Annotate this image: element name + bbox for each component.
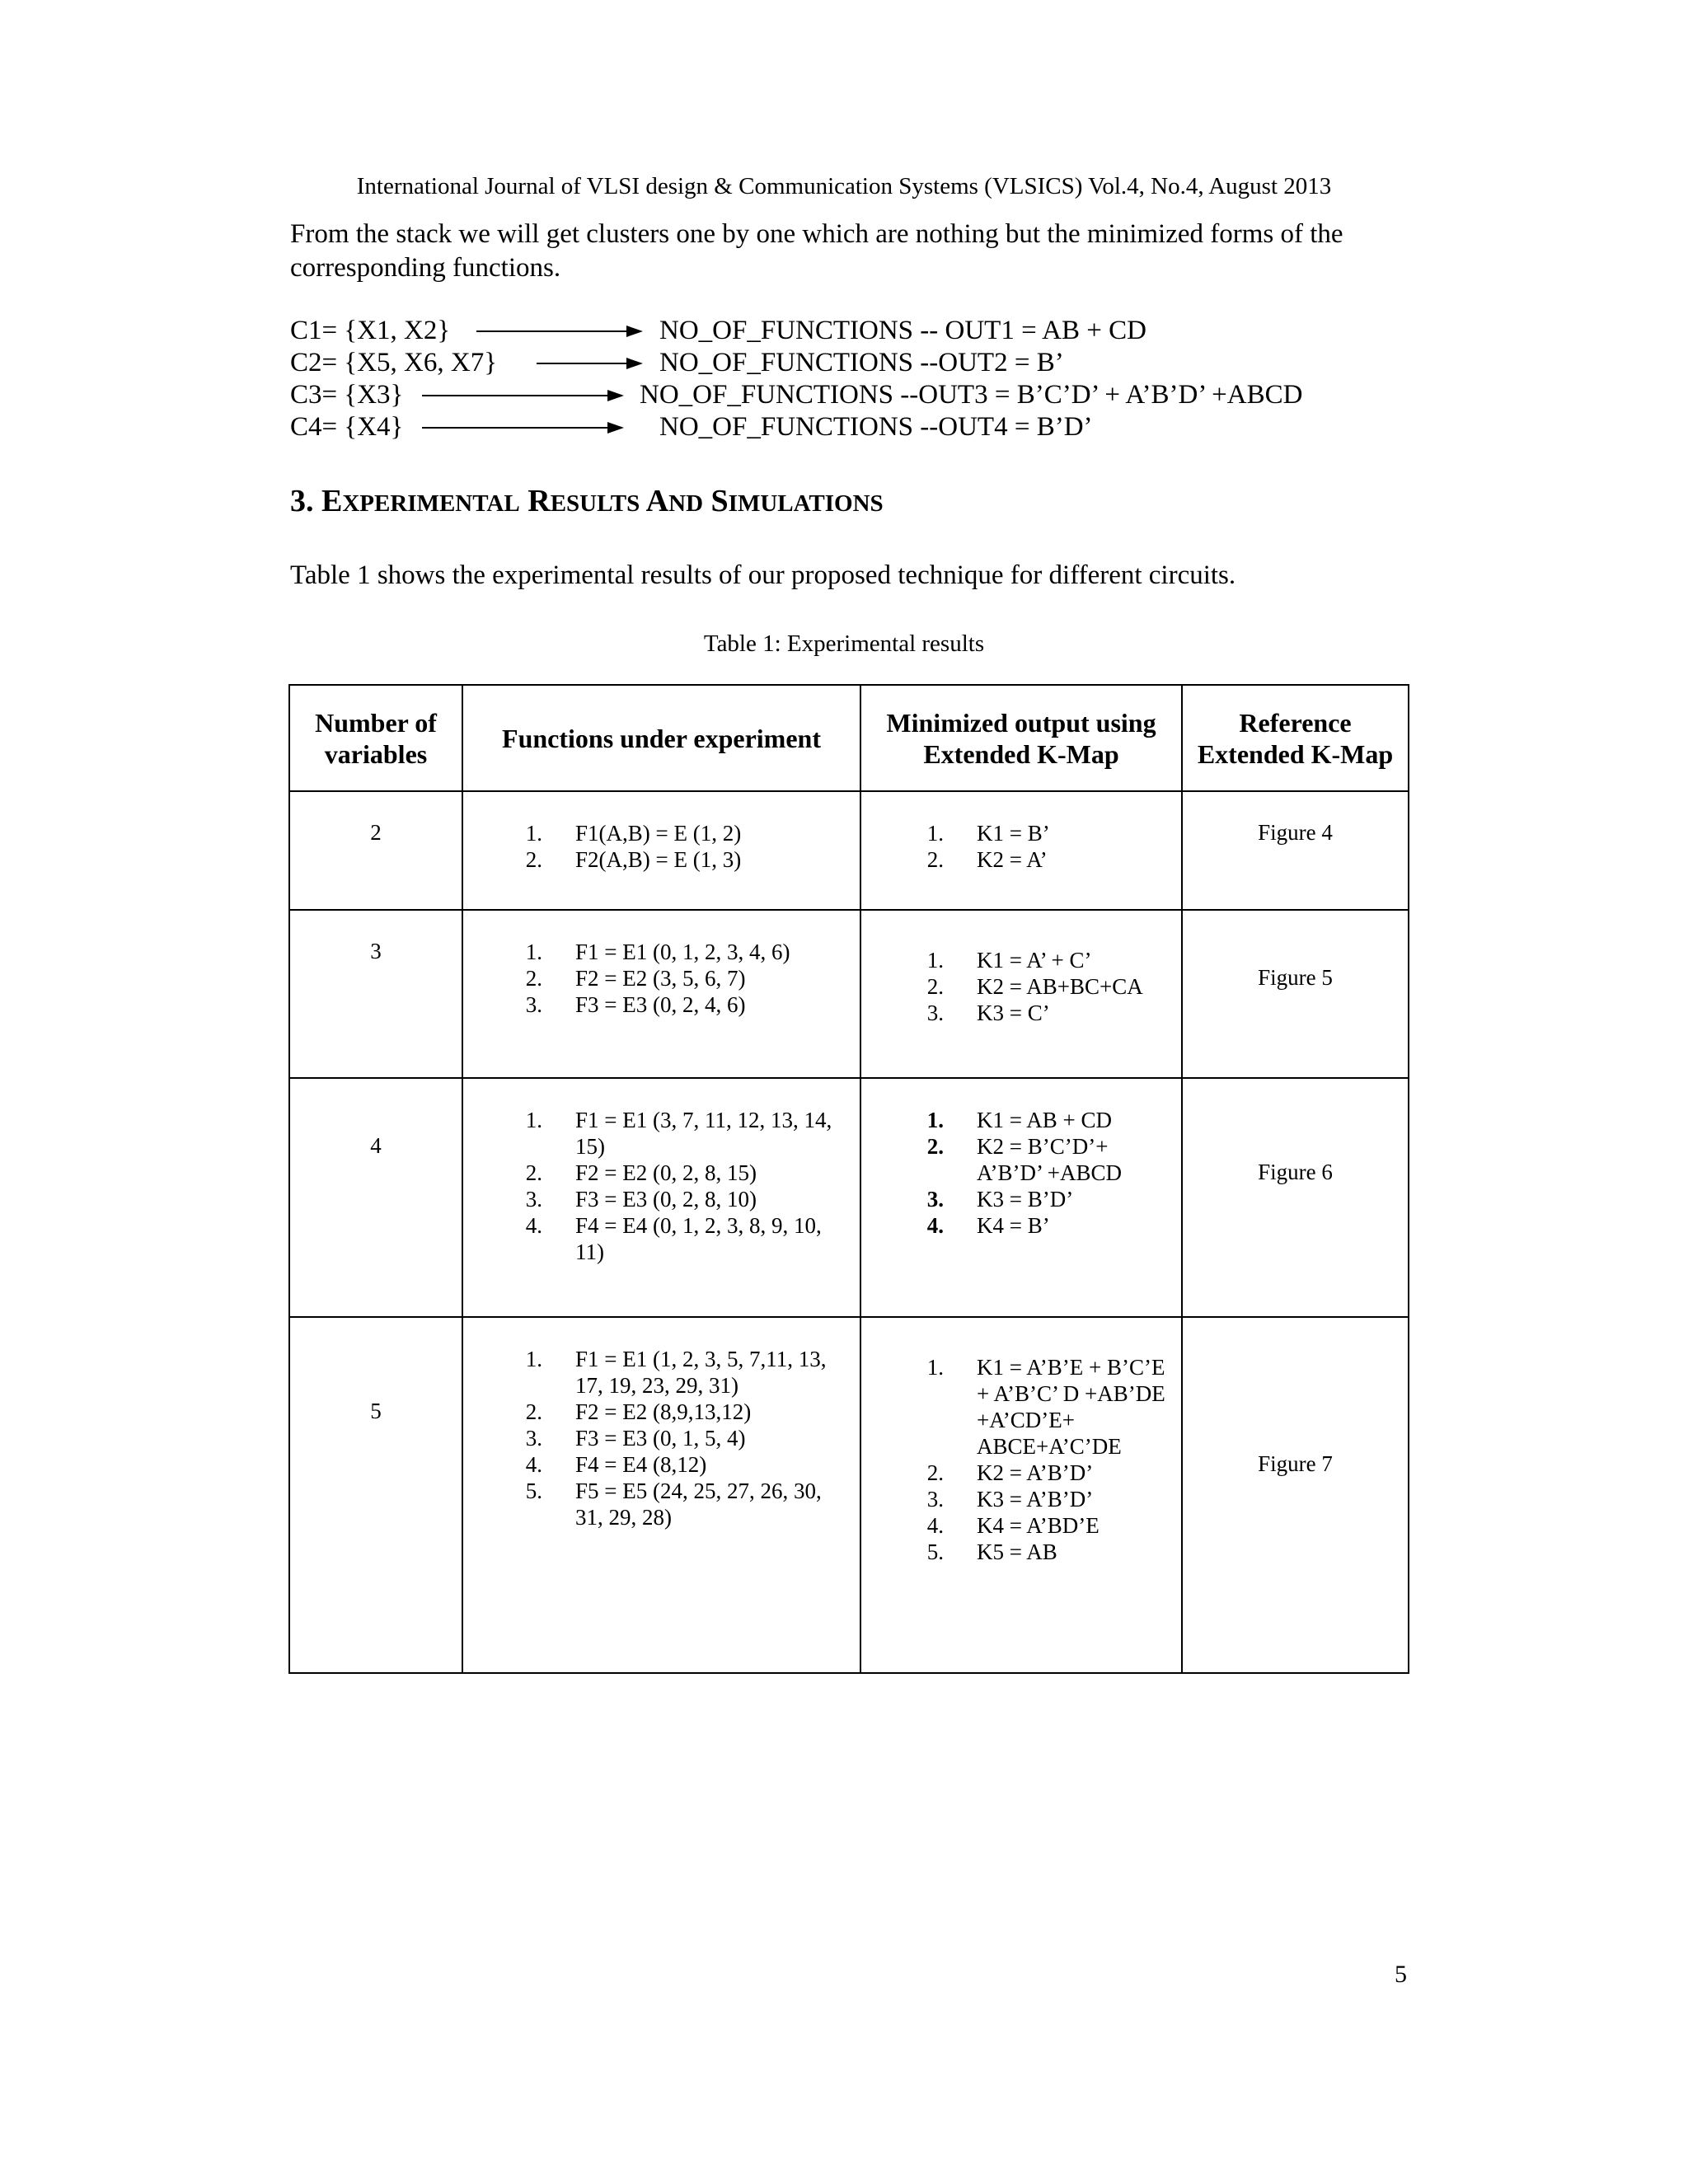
row-vars: 3 <box>370 939 382 963</box>
cluster-2-arrow <box>537 363 626 364</box>
outputs-list <box>861 911 1181 1026</box>
header-reference: Reference Extended K-Map <box>1182 685 1409 791</box>
table-row <box>289 910 1409 1078</box>
header-functions: Functions under experiment <box>462 685 860 791</box>
functions-list <box>463 911 860 1018</box>
list-item: 3. F3 = E3 (0, 1, 5, 4) <box>525 1426 746 1451</box>
list-item: 3. F3 = E3 (0, 2, 8, 10) <box>525 1187 757 1212</box>
section-paragraph: Table 1 shows the experimental results of our proposed technique for different circuits. <box>290 560 1236 590</box>
list-item: 2. F2 = E2 (8,9,13,12) <box>525 1399 752 1424</box>
table-row <box>289 1317 1409 1673</box>
row-vars: 2 <box>370 820 382 845</box>
intro-paragraph: From the stack we will get clusters one by one which are nothing but the minimized forms of the corresponding functions. <box>290 219 1343 283</box>
row-vars: 4 <box>370 1133 382 1158</box>
list-item: 2. K2 = AB+BC+CA <box>926 974 1143 999</box>
cluster-4-arrow <box>422 427 607 429</box>
table-row <box>289 1078 1409 1317</box>
cluster-1-output: NO_OF_FUNCTIONS -- OUT1 = AB + CD <box>659 316 1146 345</box>
section-word-1: EXPERIMENTAL <box>321 484 520 518</box>
section-word-2: RESULTS <box>528 484 640 518</box>
functions-list <box>463 1079 860 1265</box>
list-item: 3. F3 = E3 (0, 2, 4, 6) <box>525 992 746 1017</box>
section-heading <box>290 483 884 519</box>
arrow-head-icon <box>626 358 643 369</box>
list-item: 1. F1 = E1 (0, 1, 2, 3, 4, 6) <box>525 940 790 964</box>
page-number: 5 <box>1395 1961 1407 1988</box>
list-item: 4. F4 = E4 (8,12) <box>525 1452 707 1477</box>
cluster-3-output: NO_OF_FUNCTIONS --OUT3 = B’C’D’ + A’B’D’ +ABCD <box>640 380 1303 410</box>
list-item: 3. K3 = A’B’D’ <box>926 1487 1094 1511</box>
list-item: 1. K1 = A’ + C’ <box>926 948 1092 972</box>
cluster-4-label: C4= {X4} <box>290 412 404 442</box>
row-vars: 5 <box>370 1399 382 1423</box>
row-reference: Figure 4 <box>1258 820 1333 845</box>
table-row <box>289 791 1409 910</box>
journal-header: International Journal of VLSI design & Communication Systems (VLSICS) Vol.4, No.4, August 2013 <box>356 173 1332 199</box>
list-item: 3. K3 = B’D’ <box>926 1187 1074 1212</box>
cluster-2-output: NO_OF_FUNCTIONS --OUT2 = B’ <box>659 348 1064 377</box>
list-item: 2. K2 = A’B’D’ <box>926 1460 1094 1485</box>
section-word-4: SIMULATIONS <box>710 484 884 518</box>
arrow-head-icon <box>607 422 624 434</box>
functions-list <box>463 792 860 873</box>
list-item: 4. K4 = B’ <box>926 1213 1050 1238</box>
list-item: 1. K1 = AB + CD <box>926 1108 1112 1132</box>
row-reference: Figure 7 <box>1258 1451 1333 1476</box>
section-word-3: AND <box>645 484 704 518</box>
cluster-1-arrow <box>476 330 626 332</box>
cluster-2-label: C2= {X5, X6, X7} <box>290 348 498 377</box>
list-item: 2. K2 = B’C’D’+ A’B’D’ +ABCD <box>926 1134 1122 1185</box>
list-item: 2. K2 = A’ <box>926 847 1048 872</box>
cluster-4-output: NO_OF_FUNCTIONS --OUT4 = B’D’ <box>659 412 1093 442</box>
list-item: 1. F1 = E1 (3, 7, 11, 12, 13, 14, 15) <box>525 1108 832 1159</box>
list-item: 3. K3 = C’ <box>926 1001 1050 1025</box>
list-item: 2. F2 = E2 (3, 5, 6, 7) <box>525 966 746 991</box>
section-number: 3. <box>290 484 314 518</box>
arrow-head-icon <box>626 326 643 337</box>
results-table <box>288 684 1409 1674</box>
table-caption: Table 1: Experimental results <box>703 630 985 657</box>
row-reference: Figure 5 <box>1258 965 1333 990</box>
list-item: 1. F1(A,B) = E (1, 2) <box>525 821 742 846</box>
list-item: 4. F4 = E4 (0, 1, 2, 3, 8, 9, 10, 11) <box>525 1213 822 1264</box>
list-item: 1. K1 = A’B’E + B’C’E + A’B’C’ D +AB’DE +A’CD’E+ ABCE+A’C’DE <box>926 1355 1165 1459</box>
cluster-3-arrow <box>422 395 607 396</box>
list-item: 1. F1 = E1 (1, 2, 3, 5, 7,11, 13, 17, 19, 23, 29, 31) <box>525 1347 827 1398</box>
list-item: 4. K4 = A’BD’E <box>926 1513 1100 1538</box>
cluster-1-label: C1= {X1, X2} <box>290 316 451 345</box>
list-item: 1. K1 = B’ <box>926 821 1050 846</box>
outputs-list <box>861 792 1181 873</box>
row-reference: Figure 6 <box>1258 1160 1333 1184</box>
list-item: 5. F5 = E5 (24, 25, 27, 26, 30, 31, 29, 28) <box>525 1479 822 1530</box>
functions-list <box>463 1318 860 1530</box>
table-header-row <box>289 685 1409 791</box>
list-item: 2. F2 = E2 (0, 2, 8, 15) <box>525 1160 757 1185</box>
list-item: 2. F2(A,B) = E (1, 3) <box>525 847 742 872</box>
list-item: 5. K5 = AB <box>926 1540 1057 1564</box>
outputs-list <box>861 1079 1181 1239</box>
cluster-3-label: C3= {X3} <box>290 380 404 410</box>
outputs-list <box>861 1318 1181 1565</box>
header-minimized-output: Minimized output using Extended K-Map <box>860 685 1182 791</box>
header-number-of-variables: Number of variables <box>289 685 462 791</box>
arrow-head-icon <box>607 390 624 401</box>
